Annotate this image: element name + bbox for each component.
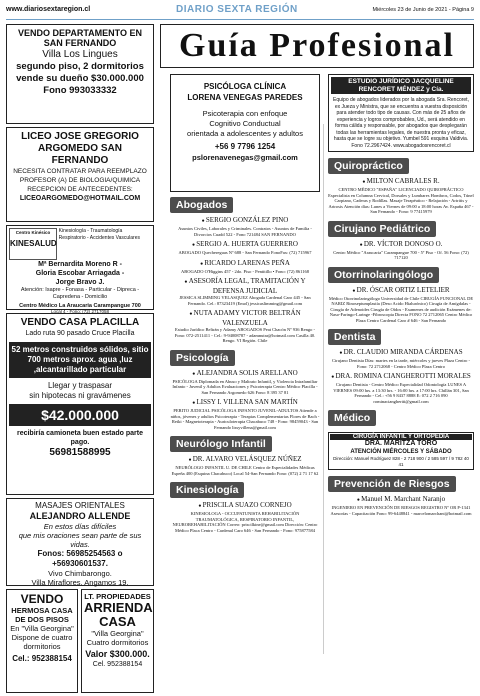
ad-line: Llegar y traspasar — [47, 381, 113, 390]
section-quiropractico: Quiropráctico — [328, 158, 409, 174]
ad-line: recibiría camioneta buen estado parte pago. — [16, 430, 144, 446]
listing-details: KINESIOLOGA - OCCUPATUNISTA REHABILITACIÓN TRAUMATOLÓGICA, RESPIRATORIO INFANTIL, NEUROREHABILITACIÓN Correo: priscilkine@gmail.com Dirección: Centro Médico Placa Centro - Cardenal Caro 646 - San Fernando - Fono: 975877584 — [172, 511, 318, 533]
listing-details: Cirujano Dentista Días: martes en la tarde, miércoles y jueves Plaza Centro - Fono: 72 2712068 - Centro Médico Plaza Centro — [331, 358, 471, 369]
ad-line: Cuatro dormitorios — [86, 638, 149, 647]
listing-entry — [328, 495, 474, 516]
ad-line: ARRIENDA — [84, 600, 153, 615]
listing-details: Médico Otorrinolaringólogo Universidad de Chile CIRUGÍA FUNCIONAL DE NARIZ Rinoseptumplastía (Deso Acido Hialurónico) Cirugía de Amígdalas - Cirugía de Adenoides Cirugía de Oídos - Examenes de audición Exámenes de: Naso-Faringo-Laringe -Fibroscopia Directa FONO 72 2712065 Centro Médico Plaza Centro Cardenal Caro # 646 - San Fernando — [328, 295, 474, 323]
ad-phone: Cel. 952388154 — [92, 661, 143, 668]
ad-phone: +56 9 7796 1254 — [214, 142, 276, 151]
listing-entry — [170, 259, 320, 275]
ad-line: "Villa Georgina" — [91, 629, 144, 638]
ad-body: Equipo de abogados liderados por la abogada Sra. Rencoret, ex Jueza y Ministra, que se encuentra a vuestra disposición para atender todo tipo de causas. Con más de 25 años de experiencia y logros comprobables, Ud., será atendido en forma cálida y responsable, por abogados que desplegarán todas las herramientas legales, de nuestra pronta y eficaz, hasta que se logre su objetivo. Yumbel 591 esquina Valdivia. Fono 72.2967424. www.abogadosrencoret.cl — [333, 97, 469, 149]
listing-name: ● PRISCILA SUAZO CORNEJO — [170, 501, 320, 511]
listing-details: ABOGADO Quechereguas Nº 688 - San Fernando FonoFax: (72) 715967 — [178, 250, 312, 255]
ad-attention: Atención: Isapre - Fonasa - Particular - Dipreca - Capredena - Domicilio — [20, 287, 140, 300]
listing-entry — [170, 309, 320, 344]
ad-price: Valor $300.000. — [85, 649, 150, 659]
ad-name: LORENA VENEGAS PAREDES — [187, 93, 303, 102]
listing-name: ● ASESORÍA LEGAL, TRAMITACIÓN Y DEFENSA JUDICIAL — [170, 277, 320, 295]
section-neurologo: Neurólogo Infantil — [170, 436, 272, 452]
listing-details: PSICÓLOGA Diplomada en Abuso y Maltrato Infantil, y Violencia Intrafamiliar Infanto - Juvenil y Adultos Evaluaciones y Psicoterapia Centro Médico Placilla - San Fernando Argomedo 626 Fono: 8 395 37 81 — [172, 378, 318, 395]
ad-estudio-juridico — [328, 74, 474, 152]
listing-name: ● DR. ÓSCAR ORTIZ LETELIER — [328, 286, 474, 296]
ad-line: DE DOS PISOS — [15, 615, 69, 624]
header-divider — [6, 19, 474, 20]
listing-entry — [328, 348, 474, 369]
section-psicologia: Psicología — [170, 350, 235, 366]
ad-line: En estos días difíciles — [43, 522, 117, 531]
ad-line: RECEPCION DE ANTECEDENTES: — [27, 186, 133, 193]
listing-details: NEURÓLOGO INFANTIL U. DE CHILE Centro de Especialidades Médicas Espeña 400 (Esquina Chacabuco) Local 54-San Fernando Fono: (072) 2 71 17 62 — [171, 465, 319, 476]
listing-entry — [328, 372, 474, 404]
ad-price: $42.000.000 — [9, 404, 151, 426]
logo-text: KINESALUD — [10, 239, 57, 248]
guia-column-left — [170, 74, 320, 536]
issue-date: Miércoles 23 de Junio de 2021 - Página 9 — [372, 7, 474, 13]
listing-entry — [328, 286, 474, 324]
listing-name: ● LISSY I. VILLENA SAN MARTÍN — [170, 398, 320, 408]
listing-entry — [170, 455, 320, 476]
ad-price: vende su dueño $30.000.000 — [16, 73, 144, 84]
ad-title: LICEO JOSE GREGORIO ARGOMEDO SAN FERNANDO — [21, 131, 139, 166]
newspaper-name: DIARIO SEXTA REGIÓN — [176, 4, 298, 15]
page-header — [6, 4, 474, 18]
ad-vendo-casa — [6, 589, 78, 693]
ad-line: segundo piso, 2 dormitorios — [16, 61, 144, 72]
ad-allende — [6, 498, 154, 586]
ad-address: Villa Miraflores. Angamos 19. — [31, 578, 129, 587]
listing-details: Asuntos Civiles, Laborales y Criminales. Contratos - Asuntos de Familia - Divorcios Cuadd 522 - Fono 721484 SAN FERNANDO — [178, 226, 312, 237]
ad-details: 52 metros construidos sólidos, sitio 700 metros aprox. agua ,luz ,alcantarillado particular — [9, 342, 151, 378]
listing-entry — [328, 240, 474, 261]
listing-name: ● DR. CLAUDIO MIRANDA CÁRDENAS — [328, 348, 474, 358]
section-cirujano-pediatrico: Cirujano Pediátrico — [328, 221, 436, 237]
ad-title: MASAJES ORIENTALES — [35, 501, 125, 510]
guia-title: Guía Profesional — [160, 24, 474, 68]
ad-address: Dirección: Manuel Rodríguez 828 - 2 718 900 / 2 585 597 / 9 782 40 41 — [333, 456, 469, 467]
classifieds-column — [6, 24, 154, 696]
listing-entry — [328, 177, 474, 215]
ad-casa-placilla — [6, 313, 154, 495]
ad-attention: ATENCIÓN MIÉRCOLES Y SÁBADO — [350, 449, 452, 455]
listing-details: Cirujano Dentista - Centro Médico Especialidad Odontología LUNES A VIERNES 09:00 hrs. a 13:30 hrs. - 16:00 hrs. a 17:00 hrs. Chillán 301, San Fernando - Cel.: +56 9 8437 8888 E: 072 2 716 090 rominacianghertti@gmail.com — [333, 382, 469, 404]
ad-line: que mis oraciones sean parte de sus vidas. — [18, 531, 142, 549]
ad-address: Vivo Chimbarongo. — [48, 569, 112, 578]
ad-line: orientada a adolescentes y adultos — [187, 129, 303, 138]
listing-name: ● SERGIO A. HUERTA GUERRERO — [170, 240, 320, 250]
listing-entry — [170, 277, 320, 306]
ad-email[interactable]: LICEOARGOMEDO@HOTMAIL.COM — [19, 195, 141, 202]
ad-phone: Fono 993033332 — [43, 85, 117, 96]
ad-center: Centro Médico La Araucaria Carampangue 700 — [19, 303, 141, 309]
ad-title: VENDO CASA PLACILLA — [20, 317, 140, 328]
ad-title: CIRUGÍA INFANTIL Y ORTOPEDIA — [330, 434, 472, 440]
ad-departamento — [6, 24, 154, 124]
section-otorrinolaringologo: Otorrinolaringólogo — [328, 267, 439, 283]
ad-title: PSICÓLOGA CLÍNICA — [203, 82, 287, 91]
section-dentista: Dentista — [328, 329, 381, 345]
listing-entry — [170, 369, 320, 396]
ad-line: Dispone de cuatro — [11, 633, 73, 642]
listing-details: Centro Médico "Araucaria" Carampangue 700 - 5º Piso - Of. 56 Fono: (72) 717120 — [333, 249, 469, 260]
ad-line: CASA — [99, 614, 136, 629]
ad-line: Cognitivo Conductual — [209, 119, 281, 128]
listing-name: ● RICARDO LARENAS PEÑA — [170, 259, 320, 269]
listing-name: ● MILTON CABRALES R. — [328, 177, 474, 187]
ad-line: dormitorios — [23, 642, 61, 651]
listing-details: JESSICA SLIMMING VELASQUEZ Abogada Cardenal Caro 445 - San Fernando. Cel.: 87323419 (Emol) jessicaslimming@gmail.com — [179, 295, 311, 306]
ad-phone: Fonos: 56985254563 o +56930601537. — [37, 549, 123, 568]
ad-liceo — [6, 127, 154, 222]
listing-details: CENTRO MÉDICO "ESPAÑA" LICENCIADO QUIROPRÁCTICO Especialista en Columna Cervical, Dorsales y Lumbares Hombros, Codos, Túnel Carpiano, Caderas y Rodillas. Masaje Terapéutico - Relajación - Artritis y Artrosis Atención días: Lunes a Viernes de 09:00 a 18:00 horas Av. España 467 - San Fernando - Fono: 9 77415979 — [328, 187, 474, 214]
ad-title: VENDO — [20, 592, 64, 606]
ad-name: DRA. MARITZA TORO — [364, 440, 438, 447]
site-url[interactable]: www.diariosextaregion.cl — [6, 6, 91, 13]
ad-line: Villa Los Lingues — [42, 49, 118, 60]
listing-details: PERITO JUDICIAL PSICÓLOGA INFANTO JUVENIL-ADULTOS Atiende a niños, jóvenes y adultos Psicoterapia - Terapias Complementarias Flores de Bach - Reiki - Magnetoterapia - Auriculoterapia Chacabuco 748 - Fono: 98459043 - San Fernando lissyvillena@gmail.com — [170, 408, 320, 430]
listing-name: ● DR. ALVARO VELÁSQUEZ NÚÑEZ — [170, 455, 320, 465]
logo-small-text: Centro Kinésico — [15, 230, 51, 235]
column-divider — [323, 124, 324, 654]
listing-details: ABOGADO O'Higgins 457 - 2do. Piso - Pentitillo • Fono: (72) 861168 — [181, 268, 309, 274]
listing-name: ● SERGIO GONZÁLEZ PINO — [170, 216, 320, 226]
bottom-ads — [6, 589, 154, 696]
ad-title: VENDO DEPARTAMENTO EN SAN FERNANDO — [17, 28, 142, 48]
kinesalud-specialties: Kinesiología - Traumatología Respiratorio - Accidentes Vasculares — [58, 228, 141, 241]
ad-title: LT. PROPIEDADES — [84, 592, 151, 601]
ad-line: PROFESOR (A) DE BIOLOGIA/QUIMICA — [19, 177, 141, 184]
listing-name: ● Manuel M. Marchant Naranjo — [328, 495, 474, 505]
ad-line: Psicoterapia con enfoque — [202, 109, 288, 118]
ad-title: ESTUDIO JURÍDICO JACQUELINE RENCORET MÉNDEZ y Cía. — [331, 77, 471, 94]
ad-footer: Local 4 - Fono: (72) 2717058 — [50, 309, 110, 314]
ad-name: Jorge Bravo J. — [55, 279, 105, 286]
section-abogados: Abogados — [170, 197, 233, 213]
listing-details: Estudio Jurídico Beltrán y Adamy ABOGADOS Peat Chacón Nº 936 Rengo - Fono: 072-2511411 - Cel.: 9-94008787 - adamnutra@hotmail.com Casilla 40. Rengo. VI Región. Chile — [174, 327, 316, 343]
ad-name: Mª Bernardita Moreno R - — [38, 261, 122, 268]
ad-psicologa — [170, 74, 320, 192]
ad-subtitle: Lado ruta 90 pasado Cruce Placilla — [25, 330, 135, 337]
section-kinesiologia: Kinesiología — [170, 482, 244, 498]
ad-name: ALEJANDRO ALLENDE — [29, 511, 131, 521]
ad-name: Gloria Escobar Arriagada - — [35, 270, 125, 277]
listing-entry — [170, 398, 320, 430]
listing-name: ● DR. VÍCTOR DONOSO O. — [328, 240, 474, 250]
ad-line: HERMOSA CASA — [11, 606, 73, 615]
listing-name: ● NUTA ADAMY VICTOR BELTRÁN VALENZUELA — [170, 309, 320, 327]
ad-line: sin hipotecas ni gravámenes — [29, 391, 131, 400]
listing-entry — [170, 501, 320, 533]
ad-kinesalud — [6, 225, 154, 314]
ad-email[interactable]: pslorenavenegas@gmail.com — [192, 153, 298, 162]
listing-entry — [170, 240, 320, 256]
listing-details: INGENIERO EN PREVENCIÓN DE RIESGOS REGISTRO Nº OR P-1341 Asesorías - Capacitación Fono: 99-6448841 - marcelomarchant@hotmail.com — [330, 505, 472, 516]
listing-name: ● DRA. ROMINA CIANGHEROTTI MORALES — [328, 372, 474, 382]
kinesalud-logo — [9, 228, 57, 260]
ad-medico — [328, 432, 474, 470]
ad-line: En "Villa Georgina" — [10, 624, 74, 633]
ad-phone: Cel.: 952388154 — [12, 654, 72, 663]
listing-name: ● ALEJANDRA SOLIS ARELLANO — [170, 369, 320, 379]
section-medico: Médico — [328, 410, 376, 426]
ad-phone: 56981588995 — [49, 447, 111, 458]
ad-line: NECESITA CONTRATAR PARA REEMPLAZO — [13, 168, 147, 175]
guia-profesional — [160, 24, 474, 658]
ad-lt-propiedades — [81, 589, 154, 693]
guia-column-right — [328, 74, 474, 519]
section-prevencion-riesgos: Prevención de Riesgos — [328, 476, 456, 492]
listing-entry — [170, 216, 320, 237]
